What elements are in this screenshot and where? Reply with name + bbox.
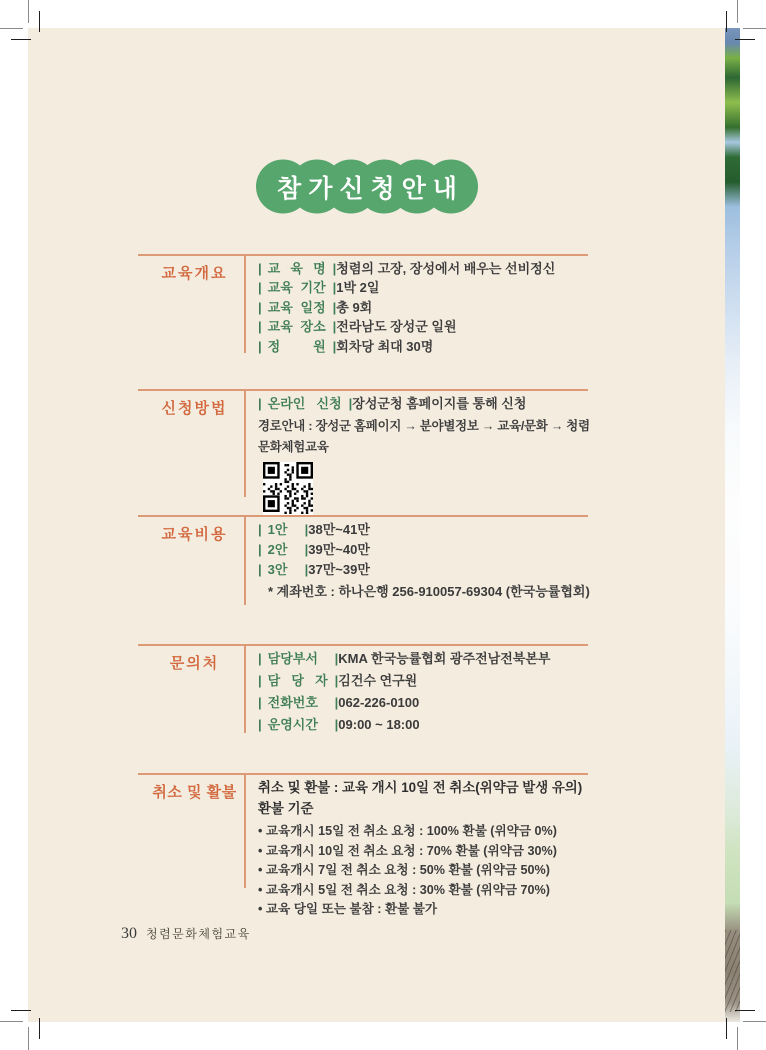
section-divider-line xyxy=(138,515,588,517)
pipe-glyph: | xyxy=(334,651,339,666)
document-title: 청렴문화체험교육 xyxy=(146,927,251,941)
pipe-glyph: | xyxy=(334,717,339,732)
pipe-glyph: | xyxy=(258,396,262,411)
info-row xyxy=(258,298,592,317)
info-row xyxy=(258,394,592,414)
pipe-glyph: | xyxy=(258,261,262,276)
bullet-item: • 교육개시 10일 전 취소 요청 : 70% 환불 (위약금 30%) xyxy=(258,842,592,862)
info-row xyxy=(258,714,592,736)
bullet-item: • 교육 당일 또는 불참 : 환불 불가 xyxy=(258,900,592,920)
field-key: 운영시간 xyxy=(267,717,318,732)
navigation-path: 경로안내 : 장성군 홈페이지 → 분야별정보 → 교육/문화 → 청렴문화체험교육 xyxy=(258,419,590,454)
pipe-glyph: | xyxy=(332,280,337,296)
pipe-glyph: | xyxy=(258,522,262,537)
section-vertical-divider xyxy=(244,255,246,353)
title-badge xyxy=(256,159,478,214)
section-label: 문의처 xyxy=(169,655,220,672)
pipe-glyph: | xyxy=(348,396,353,411)
pipe-glyph: | xyxy=(334,673,339,688)
section-content xyxy=(258,394,592,515)
info-row xyxy=(258,540,592,560)
info-row xyxy=(258,317,592,336)
section-content xyxy=(258,520,592,602)
crop-mark xyxy=(39,1018,40,1039)
section-vertical-divider xyxy=(244,390,246,497)
field-value: 39만~40만 xyxy=(308,542,370,557)
pipe-glyph: | xyxy=(258,562,262,577)
field-value: 09:00 ~ 18:00 xyxy=(338,717,420,732)
field-key: 교육 일정 xyxy=(267,299,326,315)
refund-policy-heading: 취소 및 환불 : 교육 개시 10일 전 취소(위약금 발생 유의) 환불 기준 xyxy=(258,780,583,816)
pipe-glyph: | xyxy=(304,522,309,537)
page-number: 30 xyxy=(121,925,137,942)
section-divider-line xyxy=(138,773,588,775)
field-key: 1안 xyxy=(267,522,288,537)
crop-mark xyxy=(28,1027,29,1050)
photo-strip xyxy=(725,28,740,1022)
qr-code[interactable] xyxy=(263,462,313,515)
crop-mark xyxy=(11,1010,31,1011)
field-value: 062-226-0100 xyxy=(338,695,420,710)
field-key: 3안 xyxy=(267,562,288,577)
field-key: 정 원 xyxy=(267,338,326,354)
pipe-glyph: | xyxy=(332,299,337,315)
crop-mark xyxy=(726,11,727,32)
info-row xyxy=(258,670,592,692)
field-value: 전라남도 장성군 일원 xyxy=(336,319,457,335)
field-value: 총 9회 xyxy=(336,299,373,315)
crop-mark xyxy=(39,11,40,32)
pipe-glyph: | xyxy=(258,280,262,296)
crop-mark xyxy=(737,1027,738,1050)
pipe-glyph: | xyxy=(332,261,337,276)
section-label: 신청방법 xyxy=(161,400,228,417)
crop-mark xyxy=(735,1010,755,1011)
pipe-glyph: | xyxy=(258,338,262,354)
section-divider-line xyxy=(138,254,588,256)
info-row xyxy=(258,337,592,356)
section-vertical-divider xyxy=(244,774,246,888)
info-row xyxy=(258,520,592,540)
pipe-glyph: | xyxy=(258,717,262,732)
crop-mark xyxy=(743,28,766,29)
field-key: 2안 xyxy=(267,542,288,557)
section-content xyxy=(258,648,592,736)
pipe-glyph: | xyxy=(332,338,337,354)
field-value: KMA 한국능률협회 광주전남전북본부 xyxy=(338,651,551,666)
field-value: 장성군청 홈페이지를 통해 신청 xyxy=(352,396,527,411)
pipe-glyph: | xyxy=(332,319,337,335)
section-label: 교육개요 xyxy=(161,265,228,282)
crop-mark xyxy=(28,0,29,23)
page-footer xyxy=(121,925,251,943)
field-key: 담 당 자 xyxy=(267,673,328,688)
bullet-item: • 교육개시 7일 전 취소 요청 : 50% 환불 (위약금 50%) xyxy=(258,861,592,881)
field-value: 1박 2일 xyxy=(336,280,380,296)
crop-mark xyxy=(726,1018,727,1039)
info-row xyxy=(258,259,592,278)
pipe-glyph: | xyxy=(258,299,262,315)
section-vertical-divider xyxy=(244,645,246,733)
field-value: 38만~41만 xyxy=(308,522,370,537)
field-key: 교 육 명 xyxy=(267,261,326,276)
section-vertical-divider xyxy=(244,516,246,605)
section-content xyxy=(258,259,592,356)
section-divider-line xyxy=(138,644,588,646)
info-row xyxy=(258,692,592,714)
account-note: * 계좌번호 : 하나은행 256-910057-69304 (한국능률협회) xyxy=(268,584,590,599)
field-key: 담당부서 xyxy=(267,651,318,666)
pipe-glyph: | xyxy=(258,673,262,688)
pipe-glyph: | xyxy=(258,695,262,710)
page-title: 참가신청안내 xyxy=(277,174,464,203)
pipe-glyph: | xyxy=(258,651,262,666)
field-key: 교육 장소 xyxy=(267,319,326,335)
section-label: 교육비용 xyxy=(161,526,228,543)
section-divider-line xyxy=(138,389,588,391)
crop-mark xyxy=(735,39,755,40)
bullet-item: • 교육개시 5일 전 취소 요청 : 30% 환불 (위약금 70%) xyxy=(258,881,592,901)
pipe-glyph: | xyxy=(304,562,309,577)
crop-mark xyxy=(0,1021,23,1022)
field-value: 37만~39만 xyxy=(308,562,370,577)
section-content xyxy=(258,777,592,920)
pipe-glyph: | xyxy=(258,542,262,557)
info-row xyxy=(258,648,592,670)
info-row xyxy=(258,560,592,580)
field-value: 김건수 연구원 xyxy=(338,673,418,688)
field-key: 온라인 신청 xyxy=(267,396,342,411)
pipe-glyph: | xyxy=(258,319,262,335)
field-key: 교육 기간 xyxy=(267,280,326,296)
crop-mark xyxy=(11,39,31,40)
field-value: 회차당 최대 30명 xyxy=(336,338,434,354)
field-key: 전화번호 xyxy=(267,695,318,710)
crop-mark xyxy=(743,1021,766,1022)
field-value: 청렴의 고장, 장성에서 배우는 선비정신 xyxy=(336,261,556,276)
bullet-item: • 교육개시 15일 전 취소 요청 : 100% 환불 (위약금 0%) xyxy=(258,822,592,842)
boardwalk-texture xyxy=(725,930,740,1012)
crop-mark xyxy=(0,28,23,29)
section-label: 취소 및 활불 xyxy=(152,784,237,801)
pipe-glyph: | xyxy=(304,542,309,557)
crop-mark xyxy=(737,0,738,23)
pipe-glyph: | xyxy=(334,695,339,710)
info-row xyxy=(258,278,592,297)
